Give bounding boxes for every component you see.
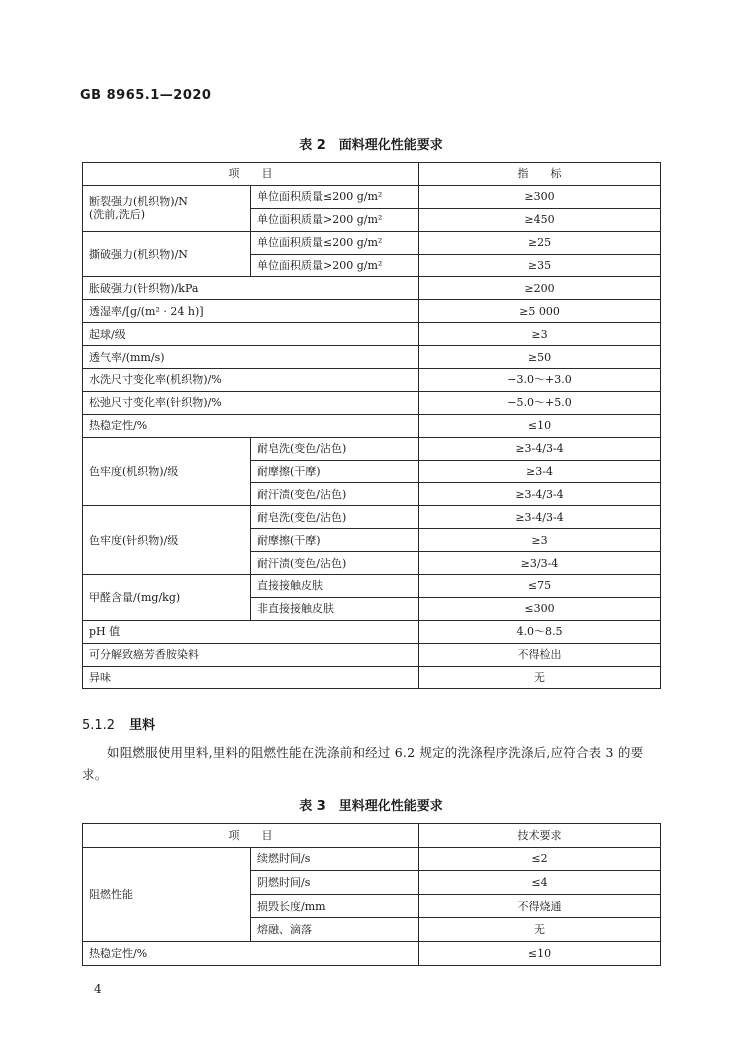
header-item: 项 目 [83, 163, 419, 186]
sub-item-cell: 单位面积质量≤200 g/m² [251, 231, 419, 254]
group-cell: 色牢度(针织物)/级 [83, 506, 251, 575]
value-cell: 4.0～8.5 [419, 620, 661, 643]
value-cell: −3.0～+3.0 [419, 369, 661, 392]
table-header-row [83, 163, 661, 186]
table-row [83, 847, 661, 871]
value-cell: 无 [419, 666, 661, 689]
value-cell: ≥3 [419, 529, 661, 552]
body-paragraph: 如阻燃服使用里料,里料的阻燃性能在洗涤前和经过 6.2 规定的洗涤程序洗涤后,应符合表 3 的要求。 [82, 745, 644, 782]
item-cell: 热稳定性/% [83, 414, 419, 437]
value-cell: ≥3-4 [419, 460, 661, 483]
table-row [83, 346, 661, 369]
table-row [83, 575, 661, 598]
sub-item-cell: 非直接接触皮肤 [251, 597, 419, 620]
sub-item-cell: 耐皂洗(变色/沾色) [251, 506, 419, 529]
header-item: 项 目 [83, 824, 419, 848]
table-3-caption: 表 3 里料理化性能要求 [299, 799, 443, 814]
sub-item-cell: 耐摩擦(干摩) [251, 460, 419, 483]
table-row [83, 506, 661, 529]
table-row [83, 437, 661, 460]
table-row [83, 620, 661, 643]
value-cell: ≥3/3-4 [419, 552, 661, 575]
table-row [83, 414, 661, 437]
clause-number: 5.1.2 [82, 718, 116, 733]
table-row [83, 391, 661, 414]
item-cell: 松弛尺寸变化率(针织物)/% [83, 391, 419, 414]
sub-item-cell: 单位面积质量>200 g/m² [251, 254, 419, 277]
value-cell: ≥50 [419, 346, 661, 369]
group-cell: 撕破强力(机织物)/N [83, 231, 251, 277]
table-row [83, 666, 661, 689]
value-cell: ≥3-4/3-4 [419, 437, 661, 460]
table-2-caption: 表 2 面料理化性能要求 [299, 138, 443, 153]
sub-item-cell: 损毁长度/mm [251, 894, 419, 918]
item-cell: 热稳定性/% [83, 941, 419, 965]
page-number: 4 [94, 982, 102, 996]
group-cell: 阻燃性能 [83, 847, 251, 941]
header-requirement: 技术要求 [419, 824, 661, 848]
table-row [83, 369, 661, 392]
value-cell: 不得烧通 [419, 894, 661, 918]
item-cell: 可分解致癌芳香胺染料 [83, 643, 419, 666]
table-row [83, 185, 661, 208]
value-cell: ≤10 [419, 414, 661, 437]
value-cell: ≥3 [419, 323, 661, 346]
value-cell: ≥200 [419, 277, 661, 300]
table-3 [82, 823, 661, 966]
group-cell: 甲醛含量/(mg/kg) [83, 575, 251, 621]
clause-heading [82, 714, 155, 733]
sub-item-cell: 阴燃时间/s [251, 871, 419, 895]
table-row [83, 941, 661, 965]
value-cell: ≤300 [419, 597, 661, 620]
sub-item-cell: 单位面积质量≤200 g/m² [251, 185, 419, 208]
sub-item-cell: 耐摩擦(干摩) [251, 529, 419, 552]
table-2 [82, 162, 661, 689]
group-cell: 断裂强力(机织物)/N (洗前,洗后) [83, 185, 251, 231]
table-row [83, 643, 661, 666]
value-cell: ≤10 [419, 941, 661, 965]
sub-item-cell: 熔融、滴落 [251, 918, 419, 942]
item-cell: 胀破强力(针织物)/kPa [83, 277, 419, 300]
value-cell: ≥5 000 [419, 300, 661, 323]
table-row [83, 231, 661, 254]
item-cell: 异味 [83, 666, 419, 689]
value-cell: 无 [419, 918, 661, 942]
sub-item-cell: 耐汗渍(变色/沾色) [251, 483, 419, 506]
standard-number: GB 8965.1—2020 [80, 88, 212, 103]
item-cell: pH 值 [83, 620, 419, 643]
table-row [83, 323, 661, 346]
table-row [83, 300, 661, 323]
sub-item-cell: 直接接触皮肤 [251, 575, 419, 598]
sub-item-cell: 单位面积质量>200 g/m² [251, 208, 419, 231]
header-index: 指 标 [419, 163, 661, 186]
value-cell: ≥300 [419, 185, 661, 208]
sub-item-cell: 耐皂洗(变色/沾色) [251, 437, 419, 460]
table-row [83, 277, 661, 300]
sub-item-cell: 续燃时间/s [251, 847, 419, 871]
value-cell: −5.0～+5.0 [419, 391, 661, 414]
value-cell: ≤2 [419, 847, 661, 871]
item-cell: 水洗尺寸变化率(机织物)/% [83, 369, 419, 392]
item-cell: 透气率/(mm/s) [83, 346, 419, 369]
group-cell: 色牢度(机织物)/级 [83, 437, 251, 506]
value-cell: ≤75 [419, 575, 661, 598]
value-cell: ≥450 [419, 208, 661, 231]
value-cell: ≥3-4/3-4 [419, 483, 661, 506]
value-cell: 不得检出 [419, 643, 661, 666]
value-cell: ≤4 [419, 871, 661, 895]
clause-title: 里料 [129, 718, 156, 733]
value-cell: ≥35 [419, 254, 661, 277]
value-cell: ≥25 [419, 231, 661, 254]
item-cell: 透湿率/[g/(m² · 24 h)] [83, 300, 419, 323]
table-header-row [83, 824, 661, 848]
sub-item-cell: 耐汗渍(变色/沾色) [251, 552, 419, 575]
item-cell: 起球/级 [83, 323, 419, 346]
value-cell: ≥3-4/3-4 [419, 506, 661, 529]
